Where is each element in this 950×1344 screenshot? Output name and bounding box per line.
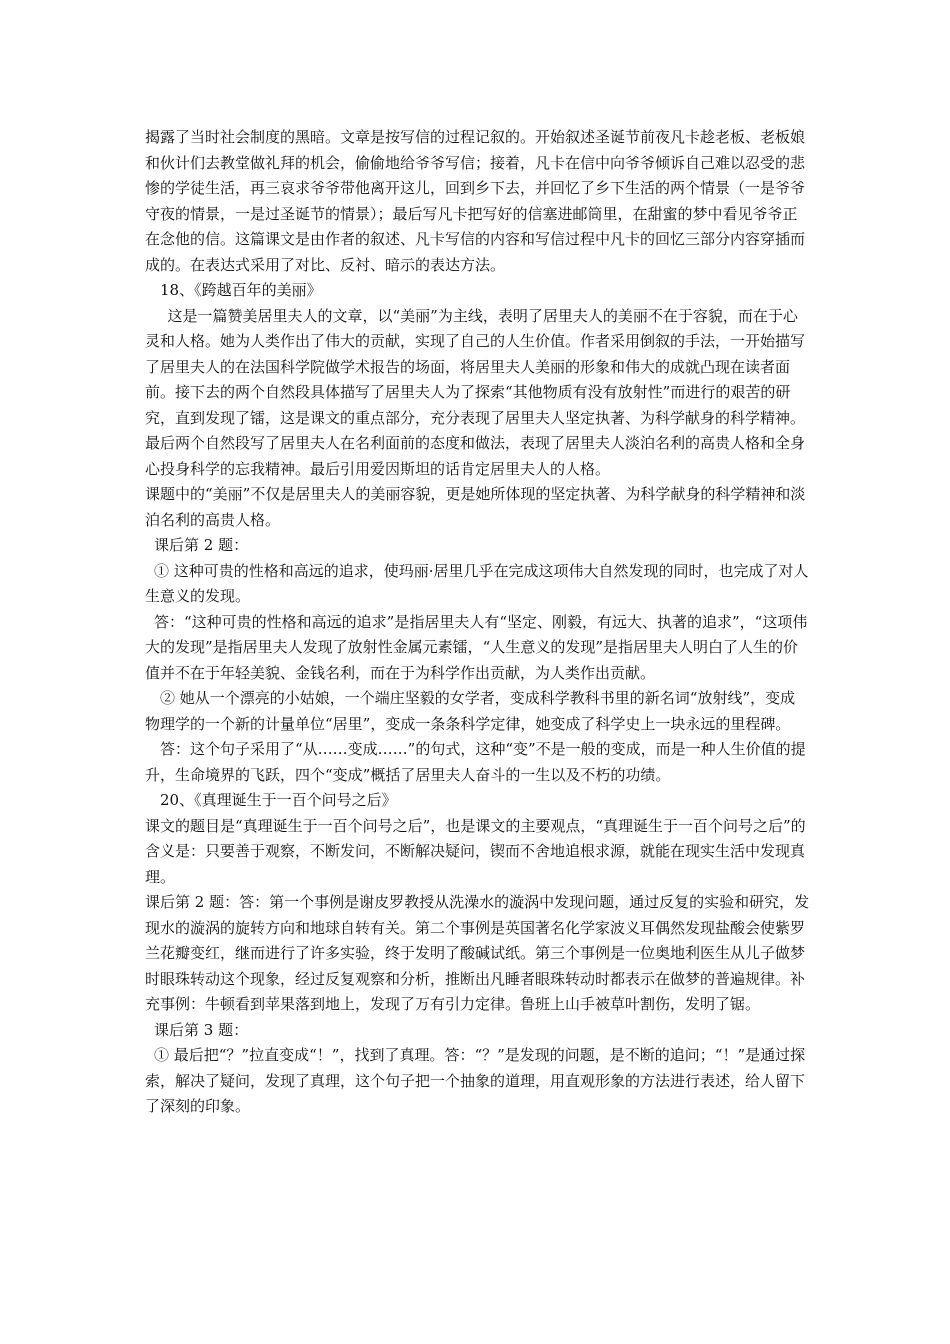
- answer-exercise-2: 课后第 2 题：答：第一个事例是谢皮罗教授从洗澡水的漩涡中发现问题，通过反复的实验和研究，发现水的漩涡的旋转方向和地球自转有关。第二个事例是英国著名化学家波义耳偶然发现盐酸会使紫罗兰花瓣变红，继而进行了许多实验，终于发明了酸碱试纸。第三个事例是一位奥地利医生从儿子做梦时眼珠转动这个现象，经过反复观察和分析，推断出凡睡者眼珠转动时都表示在做梦的普遍规律。补充事例：牛顿看到苹果落到地上，发现了万有引力定律。鲁班上山手被草叶割伤，发明了锯。: [145, 893, 810, 1013]
- question-1-text: ① 这种可贵的性格和高远的追求，使玛丽·居里几乎在完成这项伟大自然发现的同时，也完成了对人生意义的发现。: [145, 561, 809, 605]
- paragraph-truth-meaning: 课文的题目是“真理诞生于一百个问号之后”，也是课文的主要观点，“真理诞生于一百个问号之后”的含义是：只要善于观察，不断发问，不断解决疑问，锲而不舍地追根求源，就能在现实生活中发现真理。: [145, 816, 806, 886]
- paragraph-title-meaning: 课题中的“美丽”不仅是居里夫人的美丽容貌，更是她所体现的坚定执著、为科学献身的科学精神和淡泊名利的高贵人格。: [145, 485, 806, 529]
- exercise-label-2: 课后第 2 题：: [154, 536, 249, 554]
- paragraph-ivan-summary: 揭露了当时社会制度的黑暗。文章是按写信的过程记叙的。开始叙述圣诞节前夜凡卡趁老板、老板娘和伙计们去教堂做礼拜的机会，偷偷地给爷爷写信；接着，凡卡在信中向爷爷倾诉自己难以忍受的悲惨的学徒生活，再三哀求爷爷带他离开这儿，回到乡下去，并回忆了乡下生活的两个情景（一是爷爷守夜的情景，一是过圣诞节的情景）；最后写凡卡把写好的信塞进邮筒里，在甜蜜的梦中看见爷爷正在念他的信。这篇课文是由作者的叙述、凡卡写信的内容和写信过程中凡卡的回忆三部分内容穿插而成的。在表达式采用了对比、反衬、暗示的表达方法。: [145, 128, 806, 274]
- section-heading-18: 18、《跨越百年的美丽》: [160, 281, 322, 299]
- answer-2-text: 答：这个句子采用了“从……变成……”的句式，这种“变”不是一般的变成，而是一种人生价值的提升，生命境界的飞跃，四个“变成”概括了居里夫人奋斗的一生以及不朽的功绩。: [145, 740, 806, 784]
- document-body: [145, 125, 810, 1120]
- exercise-label-3: 课后第 3 题：: [154, 1020, 249, 1039]
- question-answer-3-1: ① 最后把“？”拉直变成“！”，找到了真理。答：“？”是发现的问题，是不断的追问；“！”是通过探索，解决了疑问，发现了真理，这个句子把一个抽象的道理，用直观形象的方法进行表述，给人留下了深刻的印象。: [145, 1046, 806, 1115]
- question-2-text: ② 她从一个漂亮的小姑娘，一个端庄坚毅的女学者，变成科学教科书里的新名词“放射线”，变成物理学的一个新的计量单位“居里”，变成一条条科学定律，她变成了科学史上一块永远的里程碑。: [145, 689, 796, 733]
- section-heading-20: 20、《真理诞生于一百个问号之后》: [160, 791, 397, 809]
- paragraph-curie-summary: 这是一篇赞美居里夫人的文章，以“美丽”为主线，表明了居里夫人的美丽不在于容貌，而在于心灵和人格。她为人类作出了伟大的贡献，实现了自己的人生价值。作者采用倒叙的手法，一开始描写了居里夫人的在法国科学院做学术报告的场面，将居里夫人美丽的形象和伟大的成就凸现在读者面前。接下去的两个自然段具体描写了居里夫人为了探索“其他物质有没有放射性”而进行的艰苦的研究，直到发现了镭，这是课文的重点部分，充分表现了居里夫人坚定执著、为科学献身的科学精神。最后两个自然段写了居里夫人在名利面前的态度和做法，表现了居里夫人淡泊名利的高贵人格和全身心投身科学的忘我精神。最后引用爱因斯坦的话肯定居里夫人的人格。: [145, 306, 806, 478]
- answer-1-text: 答：“这种可贵的性格和高远的追求”是指居里夫人有“坚定、刚毅，有远大、执著的追求”，“这项伟大的发现”是指居里夫人发现了放射性金属元素镭，“人生意义的发现”是指居里夫人明白了人生的价值并不在于年轻美貌、金钱名利，而在于为科学作出贡献，为人类作出贡献。: [145, 612, 808, 682]
